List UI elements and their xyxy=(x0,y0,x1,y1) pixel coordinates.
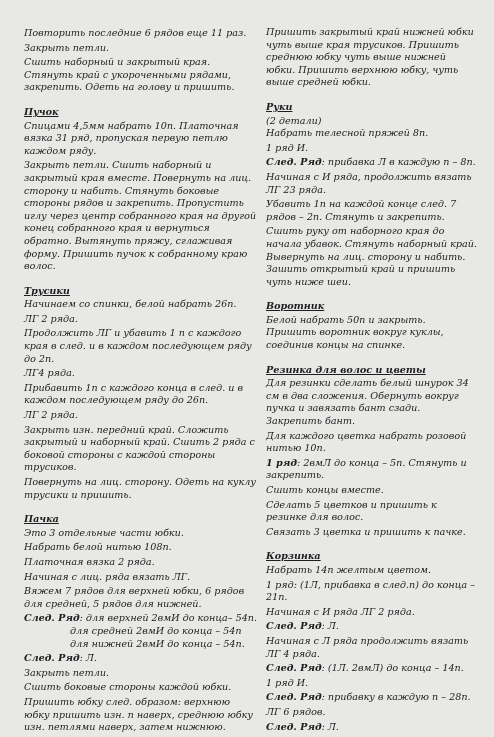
text-line: Это 3 отдельные части юбки. xyxy=(24,527,184,539)
row-label: 1 ряд xyxy=(266,457,298,469)
text-line: Набрать белой нитью 108п. xyxy=(24,542,172,554)
text-line: Сделать 5 цветков и пришить к резинке для волос. xyxy=(266,499,437,524)
row-text: : 2вмЛ до конца – 5п. Стянуть и закрепить. xyxy=(266,457,467,482)
row-text: : прибавку в каждую п – 28п. xyxy=(321,692,471,704)
left-column xyxy=(24,0,258,737)
row-text: : для верхней 2вмИ до конца– 54п. xyxy=(79,613,258,625)
row-label: След. Ряд xyxy=(266,721,322,733)
text-line: Начинаем со спинки, белой набрать 26п. xyxy=(24,299,237,311)
row-text: : Л. xyxy=(321,621,339,633)
text-line: Закрыть петли. xyxy=(24,667,110,679)
section-heading-hair-tie: Резинка для волос и цветы xyxy=(266,364,426,376)
text-line: Повернуть на лиц. сторону. Одеть на куклу трусики и пришить. xyxy=(24,477,256,501)
text-line xyxy=(266,722,478,735)
row-label: След. Ряд xyxy=(266,157,322,169)
text-line: 1 ряд И. xyxy=(266,142,309,154)
text-line: Убавить 1п на каждой конце след. 7 рядов – 2п. Стянуть и закрепить. xyxy=(266,199,457,223)
next-row-instruction: для средней 2вмИ до конца – 54п xyxy=(70,625,242,637)
text-line: Сшить боковые стороны каждой юбки. xyxy=(24,682,232,694)
row-text: : Л. xyxy=(79,653,97,665)
text-line xyxy=(266,458,478,483)
text-line: ЛГ4 ряда. xyxy=(24,368,75,380)
row-text: : прибавка Л в каждую п – 8п. xyxy=(321,157,476,169)
section-heading-arms: Руки xyxy=(266,101,293,113)
text-line: Связать 3 цветка и пришить к пачке. xyxy=(266,526,466,538)
text-line: Начиная с лиц. ряда вязать ЛГ. xyxy=(24,571,191,583)
section-heading-collar: Воротник xyxy=(266,301,325,313)
text-line: Продолжить ЛГ и убавить 1 п с каждого края в след. и в каждом последующем ряду до 2п. xyxy=(24,328,252,365)
next-row-instruction xyxy=(24,613,258,626)
text-line: Вяжем 7 рядов для верхней юбки, 6 рядов для средней, 5 рядов для нижней. xyxy=(24,586,245,610)
text-line: Для резинки сделать белый шнурок 34 см в два сложения. Обернуть вокруг пучка и завязать бант сзади. Закрепить бант. xyxy=(266,378,469,428)
text-line: Пришить закрытый край нижней юбки чуть выше края трусиков. Пришить среднюю юбку чуть выше нижней юбки. Пришить верхнюю юбку, чуть выше средней юбки. xyxy=(266,27,474,89)
next-row-instruction xyxy=(24,653,258,666)
text-line: Сшить руку от наборного края до начала убавок. Стянуть наборный край. Вывернуть на лиц. сторону и набить. Зашить открытый край и пришить чуть ниже шеи. xyxy=(266,226,477,288)
text-line: Прибавить 1п с каждого конца в след. и в каждом последующем ряду до 26п. xyxy=(24,382,244,407)
text-line: Сшить концы вместе. xyxy=(266,485,384,496)
text-line xyxy=(266,692,478,705)
row-label: След. Ряд xyxy=(24,653,80,665)
text-line: Набрать 14п желтым цветом. xyxy=(266,564,432,576)
text-line xyxy=(266,621,478,634)
section-subheading: (2 детали) xyxy=(266,115,322,127)
row-text: : (1Л. 2вмЛ) до конца – 14п. xyxy=(321,663,464,675)
row-label: След. Ряд xyxy=(266,692,322,704)
text-line xyxy=(266,157,478,170)
section-heading-panties: Трусики xyxy=(24,285,70,297)
text-line: ЛГ 2 ряда. xyxy=(24,313,78,325)
text-line: Повторить последние 6 рядов еще 11 раз. xyxy=(24,28,247,39)
text-line: 1 ряд: (1Л, прибавка в след.п) до конца – 21п. xyxy=(266,579,476,604)
text-line: Для каждого цветка набрать розовой нитью 10п. xyxy=(266,430,467,455)
text-line: Начиная с И ряда, продолжить вязать ЛГ 23 ряда. xyxy=(266,171,472,196)
section-heading-basket: Корзинка xyxy=(266,551,321,563)
row-label: След. Ряд xyxy=(24,613,80,625)
row-text: : Л. xyxy=(321,721,339,733)
text-line: Платочная вязка 2 ряда. xyxy=(24,556,155,568)
text-line xyxy=(266,663,478,676)
right-column xyxy=(266,0,478,736)
text-line: ЛГ 2 ряда. xyxy=(24,410,78,422)
text-line: 1 ряд И. xyxy=(266,677,309,689)
text-line: Пришить юбку след. образом: верхнюю юбку пришить изн. п наверх, среднюю юбку изн. петлями наверх, затем нижнюю. xyxy=(24,696,253,734)
text-line: Набрать телесной пряжей 8п. xyxy=(266,128,429,140)
section-heading-bun: Пучок xyxy=(24,106,59,118)
text-line: Закрыть петли. xyxy=(24,42,110,54)
row-label: След. Ряд xyxy=(266,663,322,675)
text-line: ЛГ 6 рядов. xyxy=(266,706,326,718)
text-line: Закрыть изн. передний край. Сложить закрытый и наборный край. Сшить 2 ряда с боковой стороны с каждой стороны трусиков. xyxy=(24,424,255,474)
text-line: Сшить наборный и закрытый края. Стянуть край с укороченными рядами, закрепить. Одеть на голову и пришить. xyxy=(24,57,235,94)
text-line: Начиная с Л ряда продолжить вязать ЛГ 4 ряда. xyxy=(266,635,469,660)
text-line: Белой набрать 50п и закрыть. Пришить воротник вокруг куклы, соединив концы на спинке. xyxy=(266,314,444,352)
row-label: След. Ряд xyxy=(266,621,322,633)
text-line: Начиная с И ряда ЛГ 2 ряда. xyxy=(266,606,415,618)
text-line: Закрыть петли. Сшить наборный и закрытый края вместе. Повернуть на лиц. сторону и набить. Стянуть боковые стороны рядов и закрепить. Пропустить иглу через центр собранного края на другой конец собранного края и вернуться обратно. Вытянуть пряжу, сглаживая форму. Пришить пучок к собранному краю волос. xyxy=(24,160,257,273)
text-line: Спицами 4,5мм набрать 10п. Платочная вязка 31 ряд, пропуская первую петлю каждом ряду. xyxy=(24,120,239,157)
next-row-instruction: для нижней 2вмИ до конца – 54п. xyxy=(70,638,245,650)
section-heading-tutu: Пачка xyxy=(24,514,59,526)
